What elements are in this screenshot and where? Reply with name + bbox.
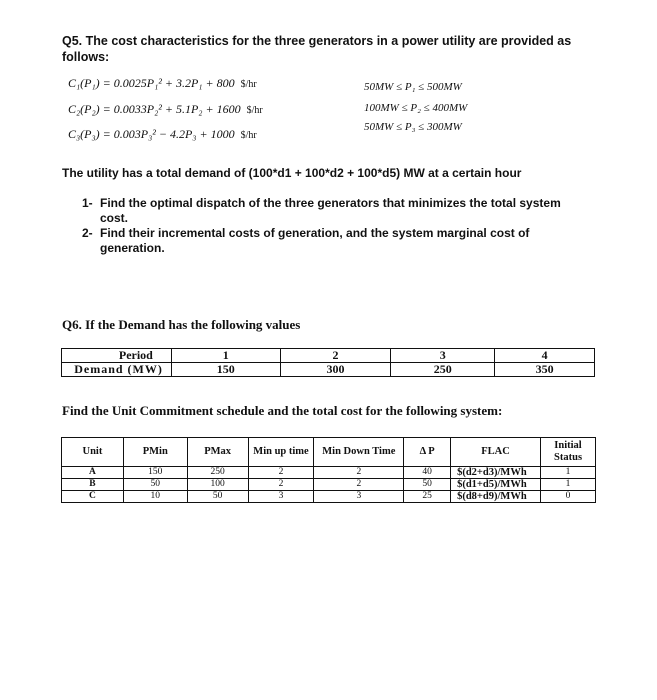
uc-cell-unit: C <box>62 491 124 503</box>
uc-cell-min-up: 2 <box>248 467 314 479</box>
uc-cell-min-down: 3 <box>314 491 404 503</box>
uc-cell-pmax: 250 <box>187 467 248 479</box>
cost-function-2 <box>68 102 263 117</box>
uc-cell-min-down: 2 <box>314 479 404 491</box>
cost-function-2-unit: $/hr <box>246 105 263 116</box>
uc-cell-initial: 1 <box>541 479 596 491</box>
q5-title: Q5. The cost characteristics for the three generators in a power utility are provided as follows: <box>62 34 572 64</box>
uc-header-min-down: Min Down Time <box>314 438 404 467</box>
uc-header-min-up: Min up time <box>248 438 314 467</box>
demand-value: 350 <box>495 363 595 377</box>
uc-cell-delta-p: 50 <box>404 479 451 491</box>
table-row <box>62 479 596 491</box>
uc-cell-flac: $(d2+d3)/MWh <box>451 467 541 479</box>
uc-table <box>61 437 596 503</box>
cost-function-1 <box>68 76 257 91</box>
uc-header-unit: Unit <box>62 438 124 467</box>
uc-cell-delta-p: 25 <box>404 491 451 503</box>
period-row <box>62 349 595 363</box>
uc-header-initial: Initial Status <box>541 438 596 467</box>
period-value: 3 <box>391 349 495 363</box>
uc-cell-pmax: 50 <box>187 491 248 503</box>
uc-cell-initial: 1 <box>541 467 596 479</box>
uc-cell-unit: B <box>62 479 124 491</box>
table-row <box>62 491 596 503</box>
uc-cell-pmax: 100 <box>187 479 248 491</box>
period-label: Period <box>62 349 172 363</box>
uc-cell-initial: 0 <box>541 491 596 503</box>
uc-cell-pmin: 50 <box>123 479 187 491</box>
task-2-text: Find their incremental costs of generation, and the system marginal cost of generation. <box>100 226 530 255</box>
cost-function-1-unit: $/hr <box>240 79 257 90</box>
period-value: 2 <box>280 349 391 363</box>
uc-cell-pmin: 150 <box>123 467 187 479</box>
uc-header-delta-p: Δ P <box>404 438 451 467</box>
uc-header-flac: FLAC <box>451 438 541 467</box>
uc-cell-min-up: 3 <box>248 491 314 503</box>
uc-question: Find the Unit Commitment schedule and the total cost for the following system: <box>62 403 503 418</box>
uc-cell-unit: A <box>62 467 124 479</box>
uc-cell-min-down: 2 <box>314 467 404 479</box>
period-value: 1 <box>171 349 280 363</box>
uc-cell-min-up: 2 <box>248 479 314 491</box>
uc-header-row <box>62 438 596 467</box>
demand-value: 150 <box>171 363 280 377</box>
task-1-number: 1- <box>82 196 93 210</box>
uc-cell-pmin: 10 <box>123 491 187 503</box>
limit-2: 100MW ≤ P₂ ≤ 400MW <box>364 102 468 114</box>
task-2-number: 2- <box>82 226 93 240</box>
cost-function-3-expr: C₃(P₃) = 0.003P₃² − 4.2P₃ + 1000 <box>68 127 235 141</box>
cost-function-2-expr: C₂(P₂) = 0.0033P₂² + 5.1P₂ + 1600 <box>68 102 241 116</box>
cost-function-3 <box>68 127 257 142</box>
limit-3: 50MW ≤ P₃ ≤ 300MW <box>364 121 462 133</box>
uc-cell-flac: $(d1+d5)/MWh <box>451 479 541 491</box>
demand-table <box>61 348 595 377</box>
uc-header-pmax: PMax <box>187 438 248 467</box>
q6-title: Q6. If the Demand has the following values <box>62 317 301 332</box>
demand-value: 300 <box>280 363 391 377</box>
demand-value: 250 <box>391 363 495 377</box>
cost-function-1-expr: C₁(P₁) = 0.0025P₁² + 3.2P₁ + 800 <box>68 76 235 90</box>
demand-row <box>62 363 595 377</box>
uc-cell-delta-p: 40 <box>404 467 451 479</box>
demand-statement: The utility has a total demand of (100*d1 + 100*d2 + 100*d5) MW at a certain hour <box>62 166 522 180</box>
table-row <box>62 467 596 479</box>
limit-1: 50MW ≤ P₁ ≤ 500MW <box>364 81 462 93</box>
task-1-text: Find the optimal dispatch of the three generators that minimizes the total system cost. <box>100 196 561 225</box>
uc-cell-flac: $(d8+d9)/MWh <box>451 491 541 503</box>
cost-function-3-unit: $/hr <box>240 130 257 141</box>
period-value: 4 <box>495 349 595 363</box>
demand-label: Demand (MW) <box>62 363 172 377</box>
uc-header-pmin: PMin <box>123 438 187 467</box>
